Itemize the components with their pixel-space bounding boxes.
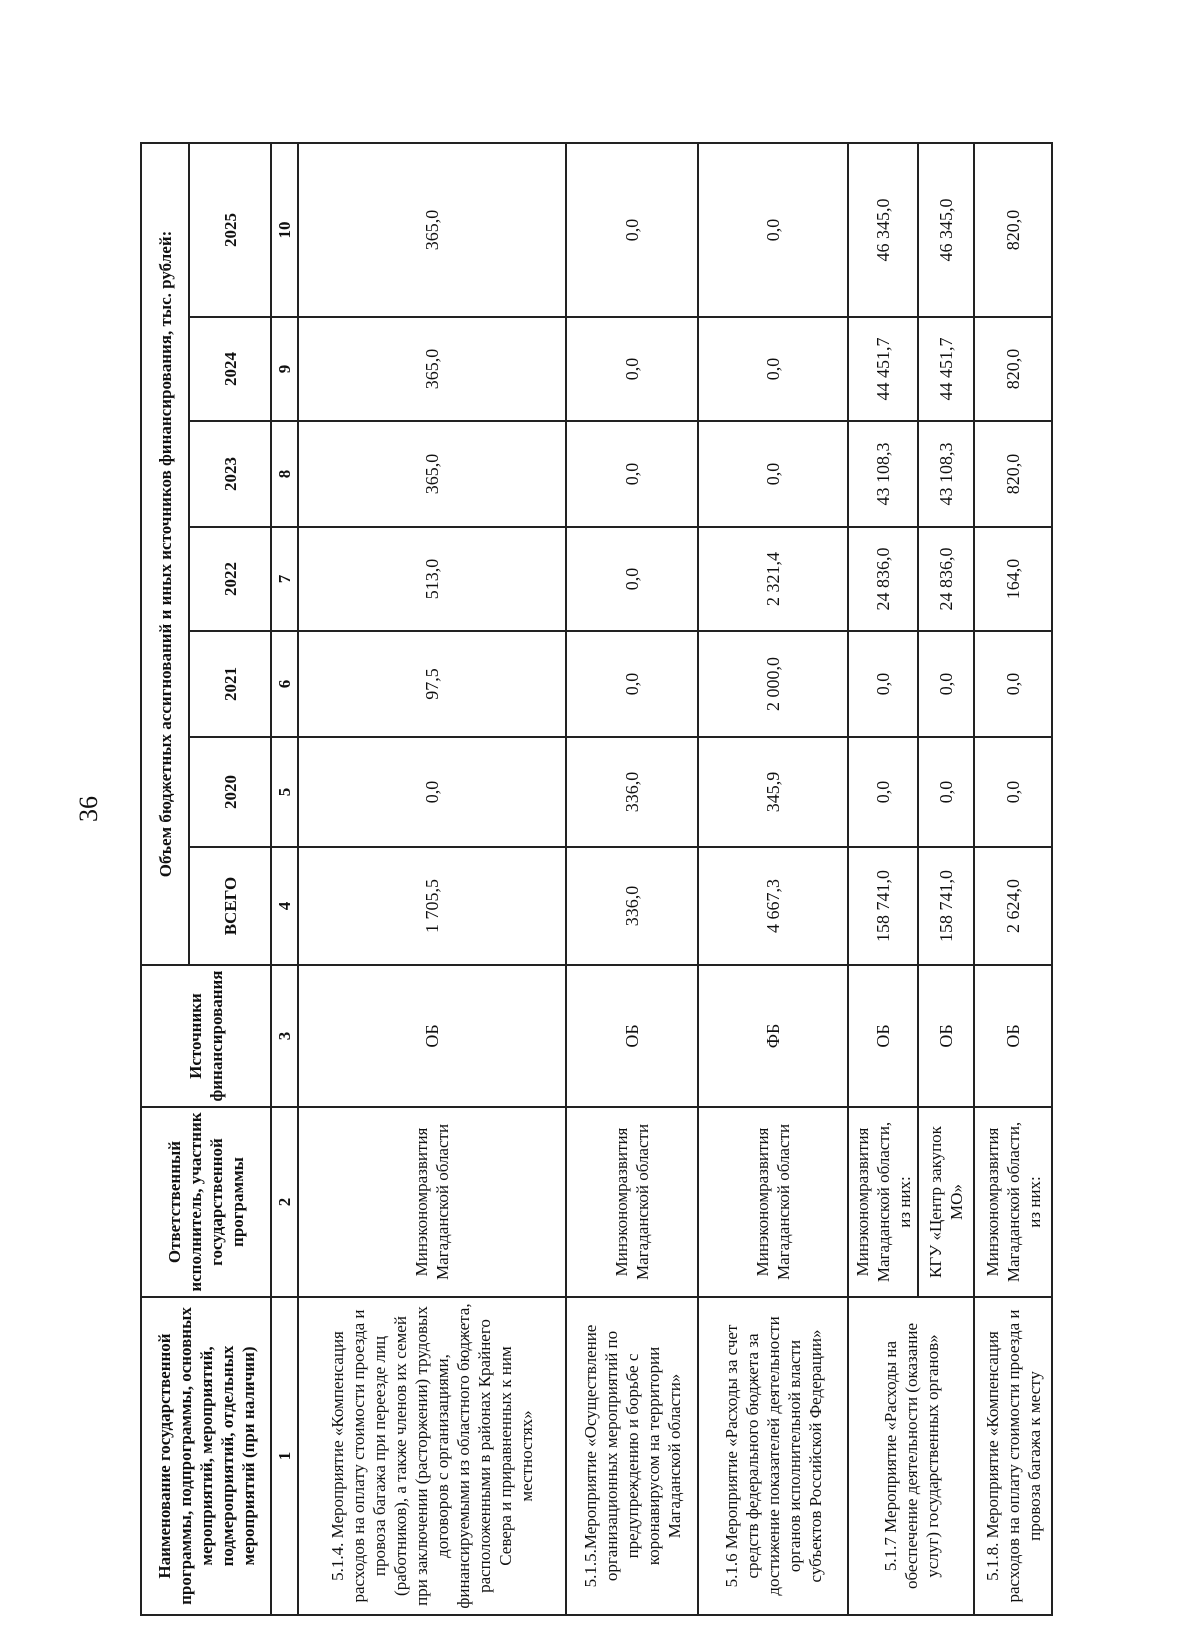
row-value: 365,0 [298,421,566,527]
row-source: ОБ [566,965,698,1107]
header-year-2021: 2021 [189,631,271,737]
row-value: 0,0 [566,421,698,527]
row-executor: Минэкономразвития Магаданской области, из них: [974,1107,1052,1297]
header-year-total: ВСЕГО [189,847,271,965]
row-value: 365,0 [298,143,566,317]
row-value: 0,0 [298,737,566,847]
row-value: 164,0 [974,527,1052,631]
col-number: 2 [271,1107,298,1297]
row-value: 820,0 [974,143,1052,317]
row-executor: Минэкономразвития Магаданской области [698,1107,848,1297]
row-value: 43 108,3 [918,421,974,527]
row-value: 0,0 [698,143,848,317]
row-source: ОБ [298,965,566,1107]
row-name: 5.1.7 Мероприятие «Расходы на обеспечение деятельности (оказание услуг) государственных органов» [848,1297,974,1615]
row-value: 46 345,0 [848,143,918,317]
col-number: 8 [271,421,298,527]
row-name: 5.1.5.Мероприятие «Осуществление организационных мероприятий по предупреждению и борьбе с коронавирусом на территории Магаданской области» [566,1297,698,1615]
row-value: 0,0 [848,631,918,737]
table-row [848,143,918,1615]
row-source: ОБ [848,965,918,1107]
row-value: 0,0 [698,317,848,421]
row-name: 5.1.6 Мероприятие «Расходы за счет средств федерального бюджета за достижение показателей деятельности органов исполнительной власти субъектов Российской Федерации» [698,1297,848,1615]
table-row [974,143,1052,1615]
financing-table [140,142,1053,1616]
table-row [566,143,698,1615]
row-value: 158 741,0 [848,847,918,965]
table-row [298,143,566,1615]
row-value: 0,0 [918,631,974,737]
row-value: 158 741,0 [918,847,974,965]
col-number: 7 [271,527,298,631]
col-number: 5 [271,737,298,847]
row-executor: КГУ «Центр закупок МО» [918,1107,974,1297]
row-value: 820,0 [974,317,1052,421]
row-name: 5.1.8. Мероприятие «Компенсация расходов на оплату стоимости проезда и провоза багажа к месту [974,1297,1052,1615]
header-col3: Источники финансирования [141,965,271,1107]
row-executor: Минэкономразвития Магаданской области [298,1107,566,1297]
col-number: 1 [271,1297,298,1615]
row-source: ОБ [918,965,974,1107]
row-value: 0,0 [566,143,698,317]
header-year-2020: 2020 [189,737,271,847]
header-year-2025: 2025 [189,143,271,317]
page-number: 36 [74,796,103,822]
row-value: 44 451,7 [918,317,974,421]
row-value: 0,0 [566,317,698,421]
row-value: 24 836,0 [848,527,918,631]
row-value: 2 624,0 [974,847,1052,965]
row-value: 1 705,5 [298,847,566,965]
header-year-2024: 2024 [189,317,271,421]
header-col1: Наименование государственной программы, подпрограммы, основных мероприятий, мероприятий, подмероприятий, отдельных мероприятий (при наличии) [141,1297,271,1615]
col-number: 10 [271,143,298,317]
row-value: 4 667,3 [698,847,848,965]
row-executor: Минэкономразвития Магаданской области, из них: [848,1107,918,1297]
row-value: 44 451,7 [848,317,918,421]
col-number: 6 [271,631,298,737]
row-source: ОБ [974,965,1052,1107]
row-value: 46 345,0 [918,143,974,317]
col-number: 9 [271,317,298,421]
row-executor: Минэкономразвития Магаданской области [566,1107,698,1297]
row-value: 97,5 [298,631,566,737]
row-value: 2 000,0 [698,631,848,737]
row-value: 0,0 [566,527,698,631]
row-value: 2 321,4 [698,527,848,631]
col-number: 3 [271,965,298,1107]
header-col2: Ответственный исполнитель, участник государственной программы [141,1107,271,1297]
row-name: 5.1.4. Мероприятие «Компенсация расходов на оплату стоимости проезда и провоза багажа при переезде лиц (работников), а также членов их семей при заключении (расторжении) трудовых договоров с организациями, финансируемыми из областного бюджета, расположенными в районах Крайнего Севера и приравненных к ним местностях» [298,1297,566,1615]
row-value: 0,0 [848,737,918,847]
row-value: 513,0 [298,527,566,631]
rotated-page [140,144,1050,1616]
row-value: 0,0 [918,737,974,847]
row-value: 0,0 [698,421,848,527]
row-source: ФБ [698,965,848,1107]
header-year-2022: 2022 [189,527,271,631]
row-value: 336,0 [566,847,698,965]
row-value: 336,0 [566,737,698,847]
row-value: 43 108,3 [848,421,918,527]
header-group: Объем бюджетных ассигнований и иных источников финансирования, тыс. рублей: [141,143,189,965]
row-value: 820,0 [974,421,1052,527]
table-row [698,143,848,1615]
row-value: 0,0 [974,737,1052,847]
row-value: 0,0 [566,631,698,737]
row-value: 365,0 [298,317,566,421]
col-number: 4 [271,847,298,965]
row-value: 0,0 [974,631,1052,737]
header-year-2023: 2023 [189,421,271,527]
row-value: 345,9 [698,737,848,847]
row-value: 24 836,0 [918,527,974,631]
